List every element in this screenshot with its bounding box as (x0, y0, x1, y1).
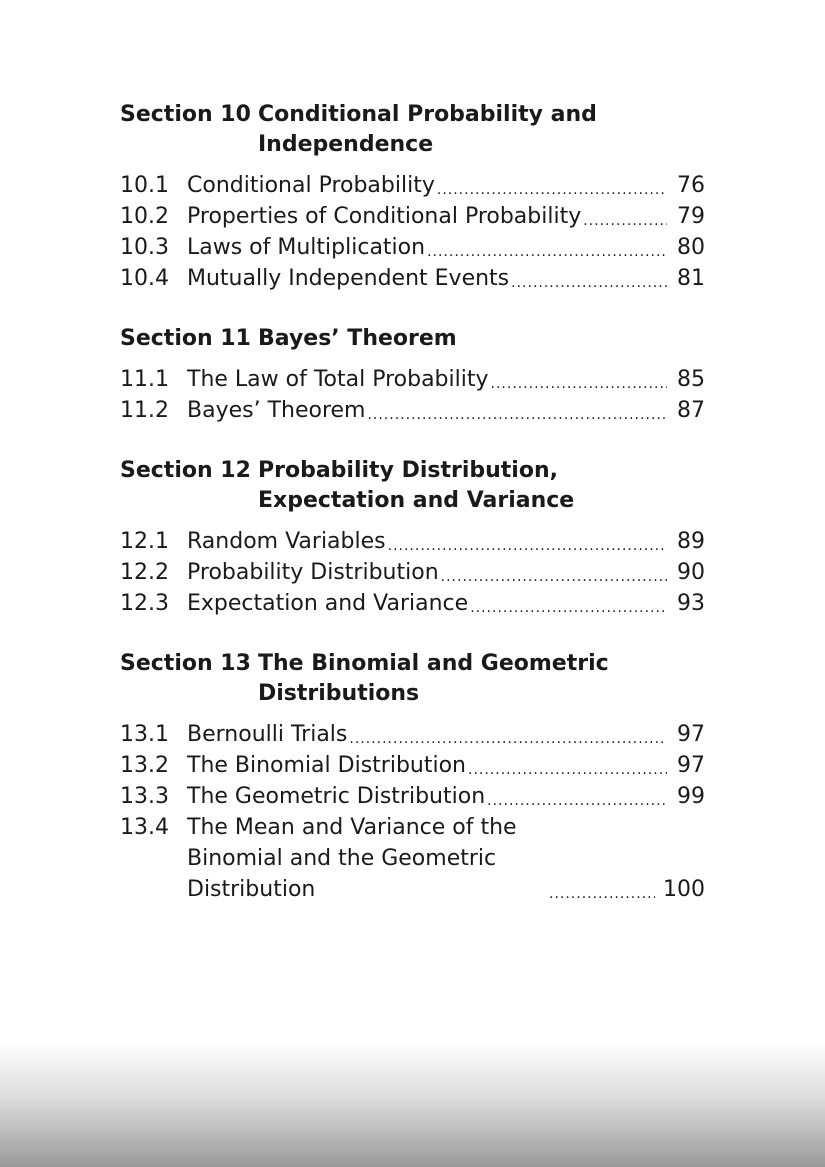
entry-number: 10.4 (120, 266, 169, 291)
section-label: Section 11 (120, 326, 251, 351)
toc-section (120, 456, 705, 619)
toc-entry[interactable] (120, 170, 705, 201)
entry-title: Properties of Conditional Probability (187, 204, 582, 229)
section-title: The Binomial and Geometric Distributions (258, 651, 609, 706)
toc-section (120, 649, 705, 905)
toc-entry[interactable] (120, 526, 705, 557)
toc-section (120, 324, 705, 426)
entry-number: 12.2 (120, 560, 169, 585)
section-title: Probability Distribution, Expectation and Variance (258, 458, 575, 513)
toc-entry[interactable] (120, 364, 705, 395)
entry-page-number: 99 (677, 784, 705, 809)
dot-leader (511, 272, 667, 294)
dot-leader (388, 535, 667, 557)
entry-title: Laws of Multiplication (187, 235, 426, 260)
toc-entry[interactable] (120, 395, 705, 426)
toc-entry[interactable] (120, 232, 705, 263)
section-title: Bayes’ Theorem (258, 326, 457, 351)
entry-number: 13.1 (120, 722, 169, 747)
section-label: Section 12 (120, 458, 251, 483)
dot-leader (427, 241, 667, 263)
table-of-contents (120, 100, 705, 935)
entry-number: 12.1 (120, 529, 169, 554)
toc-entry[interactable] (120, 719, 705, 750)
dot-leader (468, 759, 667, 781)
section-label: Section 13 (120, 651, 251, 676)
dot-leader (367, 404, 667, 426)
dot-leader (437, 179, 667, 201)
section-title: Conditional Probability and Independence (258, 102, 597, 157)
dot-leader (583, 210, 667, 232)
dot-leader (549, 883, 655, 905)
dot-leader (441, 566, 667, 588)
entry-title: Expectation and Variance (187, 591, 469, 616)
entry-number: 11.2 (120, 398, 169, 423)
entry-number: 13.4 (120, 815, 169, 840)
entry-page-number: 81 (677, 266, 705, 291)
entry-number: 11.1 (120, 367, 169, 392)
entry-page-number: 89 (677, 529, 705, 554)
section-heading (120, 324, 705, 354)
entry-page-number: 85 (677, 367, 705, 392)
toc-entry[interactable] (120, 812, 705, 905)
entry-title: The Binomial Distribution (187, 753, 466, 778)
entry-page-number: 97 (677, 753, 705, 778)
entry-number: 10.1 (120, 173, 169, 198)
dot-leader (349, 728, 667, 750)
toc-entry[interactable] (120, 588, 705, 619)
toc-entry[interactable] (120, 201, 705, 232)
entry-title: Bernoulli Trials (187, 722, 348, 747)
toc-entry[interactable] (120, 781, 705, 812)
entry-title: Bayes’ Theorem (187, 398, 366, 423)
entry-title: The Geometric Distribution (187, 784, 486, 809)
entry-number: 12.3 (120, 591, 169, 616)
entry-page-number: 100 (663, 877, 705, 902)
entry-number: 13.3 (120, 784, 169, 809)
entry-number: 10.2 (120, 204, 169, 229)
section-heading (120, 649, 705, 709)
entry-page-number: 97 (677, 722, 705, 747)
section-label: Section 10 (120, 102, 251, 127)
entry-page-number: 90 (677, 560, 705, 585)
entry-title: The Law of Total Probability (187, 367, 489, 392)
entry-title: Conditional Probability (187, 173, 435, 198)
dot-leader (487, 790, 667, 812)
entry-title: Mutually Independent Events (187, 266, 510, 291)
entry-title: Random Variables (187, 529, 386, 554)
entry-title: Probability Distribution (187, 560, 439, 585)
entry-number: 13.2 (120, 753, 169, 778)
toc-entry[interactable] (120, 263, 705, 294)
dot-leader (491, 373, 667, 395)
entry-number: 10.3 (120, 235, 169, 260)
toc-section (120, 100, 705, 294)
dot-leader (470, 597, 667, 619)
toc-entry[interactable] (120, 557, 705, 588)
entry-page-number: 76 (677, 173, 705, 198)
section-heading (120, 100, 705, 160)
toc-entry[interactable] (120, 750, 705, 781)
entry-title: The Mean and Variance of the Binomial and the Geometric Distribution (187, 815, 517, 902)
page-bottom-shadow (0, 1042, 825, 1167)
entry-page-number: 79 (677, 204, 705, 229)
entry-page-number: 87 (677, 398, 705, 423)
entry-page-number: 80 (677, 235, 705, 260)
entry-page-number: 93 (677, 591, 705, 616)
section-heading (120, 456, 705, 516)
